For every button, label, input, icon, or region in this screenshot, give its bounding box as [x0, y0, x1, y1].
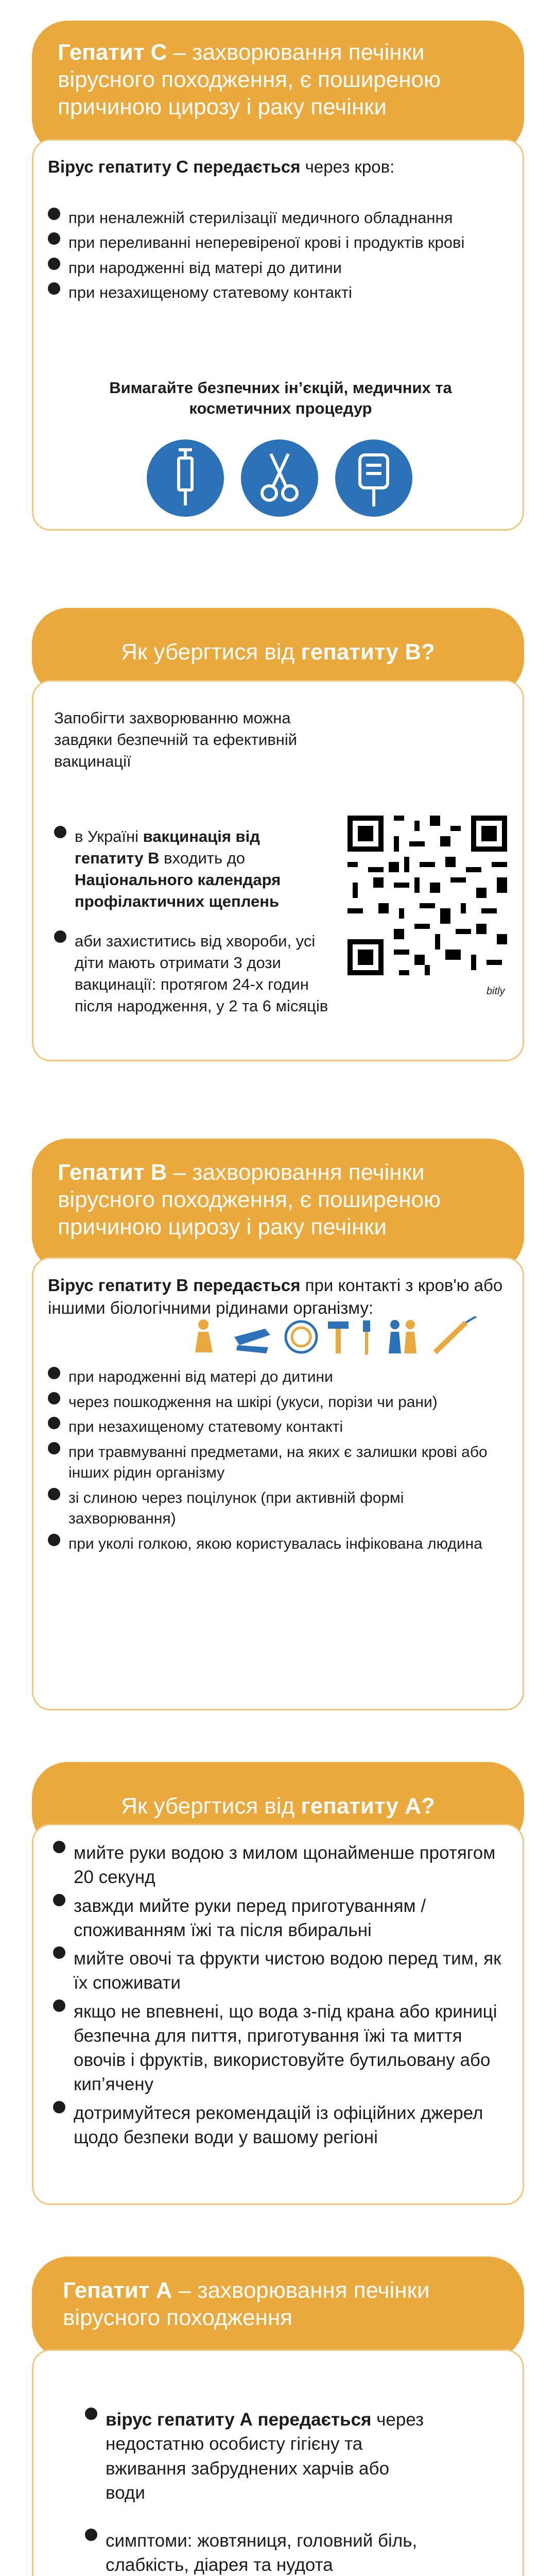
prevent-b-intro: Запобігти захворюванню можна завдяки безпечній та ефективній вакцинації [54, 709, 298, 770]
hep-b-intro-text: при контакті з кров'ю або іншими біологічними рідинами організму: [48, 1276, 503, 1317]
hep-c-banner-text: – захворювання печінки вірусного походження, є поширеною причиною цирозу і раку печінки [58, 40, 441, 120]
mother-baby-icon [195, 1319, 213, 1352]
prevent-b-item1-bold: вакцинація від гепатиту В [75, 827, 260, 867]
list-item: дотримуйтеся рекомендацій із офіційних джерел щодо безпеки води у вашому регіоні [53, 2101, 506, 2150]
couple-icon [389, 1320, 416, 1353]
list-item: завжди мийте руки перед приготуванням / споживанням їжі та після вбиральні [53, 1894, 506, 1943]
blood-bag-icon [335, 439, 412, 517]
qr-code[interactable] [342, 810, 512, 980]
hep-b-list [48, 1367, 511, 1558]
list-item: при незахищеному статевому контакті [48, 282, 511, 303]
list-item: при народженні від матері до дитини [48, 258, 511, 278]
hep-c-banner [32, 21, 524, 155]
hep-b-icons-row [188, 1316, 507, 1358]
hep-b-banner-bold: Гепатит В [58, 1160, 167, 1185]
list-item: при травмуванні предметами, на яких є залишки крові або інших рідин організму [48, 1442, 511, 1484]
hep-b-card [32, 1257, 524, 1710]
list-item [85, 2408, 425, 2505]
list-item: при незахищеному статевому контакті [48, 1417, 511, 1438]
hep-a-item1-text: через недостатню особисту гігієну та вживання забруднених харчів або води [106, 2410, 424, 2503]
list-item: при уколі голкою, якою користувалась інфікована людина [48, 1534, 511, 1555]
hep-c-avoid-text: Вимагайте безпечних ін’єкцій, медичних та косметичних процедур [109, 379, 452, 418]
list-item: при неналежній стерилізації медичного обладнання [48, 208, 511, 228]
prevent-b-list [54, 826, 332, 1021]
hep-a-item1-bold: вірус гепатиту А передається [106, 2410, 372, 2430]
prevent-b-item1-pre: в Україні [75, 827, 143, 845]
hands-icon [234, 1329, 270, 1353]
razor-icon [328, 1321, 349, 1353]
hep-c-intro-text: через кров: [300, 157, 395, 176]
hep-b-banner-text: – захворювання печінки вірусного походження, є поширеною причиною цирозу і раку печінки [58, 1160, 441, 1240]
list-item: якщо не впевнені, що вода з-під крана або криниці безпечна для пиття, приготування їжі та миття овочів і фруктів, використовуйте бутильовану або кип’ячену [53, 1999, 506, 2097]
needle-icon [435, 1316, 476, 1352]
prevent-b-item1-mid: входить до [159, 849, 246, 867]
prevent-a-banner-bold: гепатиту А? [301, 1793, 435, 1819]
prevent-a-banner-text: Як убергтися від [121, 1793, 301, 1819]
hep-b-intro [48, 1274, 516, 1319]
prevent-b-banner-text: Як убергтися від [121, 639, 301, 665]
prevent-a-card [32, 1824, 524, 2205]
qr-label: bitly [486, 986, 505, 997]
list-item: через пошкодження на шкірі (укуси, порізи чи рани) [48, 1392, 511, 1413]
hep-c-intro-bold: Вірус гепатиту С передається [48, 157, 301, 176]
list-item [54, 826, 332, 912]
hep-a-list [85, 2408, 425, 2576]
hep-a-banner-text: – захворювання печінки вірусного походження [63, 2278, 430, 2330]
list-item: при народженні від матері до дитини [48, 1367, 511, 1388]
list-item: при переливанні неперевіреної крові і продуктів крові [48, 232, 511, 253]
list-item: аби захиститись від хвороби, усі діти мають отримати 3 дози вакцинації: протягом 24-х годин після народження, у 2 та 6 місяців [54, 930, 332, 1016]
hep-a-banner-bold: Гепатит А [63, 2278, 172, 2303]
hep-b-intro-bold: Вірус гепатиту В передається [48, 1276, 301, 1295]
prevent-b-banner-bold: гепатиту В? [301, 639, 435, 665]
list-item: мийте руки водою з милом щонайменше протягом 20 секунд [53, 1841, 506, 1890]
hep-c-intro [48, 156, 511, 178]
prevent-b-card [32, 680, 524, 1061]
scissors-icon [241, 439, 318, 517]
condom-icon [286, 1321, 317, 1352]
hep-c-banner-bold: Гепатит С [58, 40, 167, 65]
toothbrush-icon [363, 1320, 370, 1354]
syringe-icon [147, 439, 224, 517]
hep-b-banner [32, 1139, 524, 1273]
hep-c-card [32, 139, 524, 531]
hep-c-list [48, 208, 511, 307]
list-item: зі слиною через поцілунок (при активній формі захворювання) [48, 1488, 511, 1530]
prevent-a-list [53, 1841, 506, 2154]
hep-a-banner [32, 2257, 524, 2360]
prevent-b-item1-bold2: Національного календаря профілактичних щеплень [75, 870, 281, 910]
list-item: мийте овочі та фрукти чистою водою перед тим, як їх споживати [53, 1946, 506, 1995]
hep-a-card [32, 2349, 524, 2576]
list-item: симптоми: жовтяниця, головний біль, слабкість, діарея та нудота [85, 2529, 425, 2576]
